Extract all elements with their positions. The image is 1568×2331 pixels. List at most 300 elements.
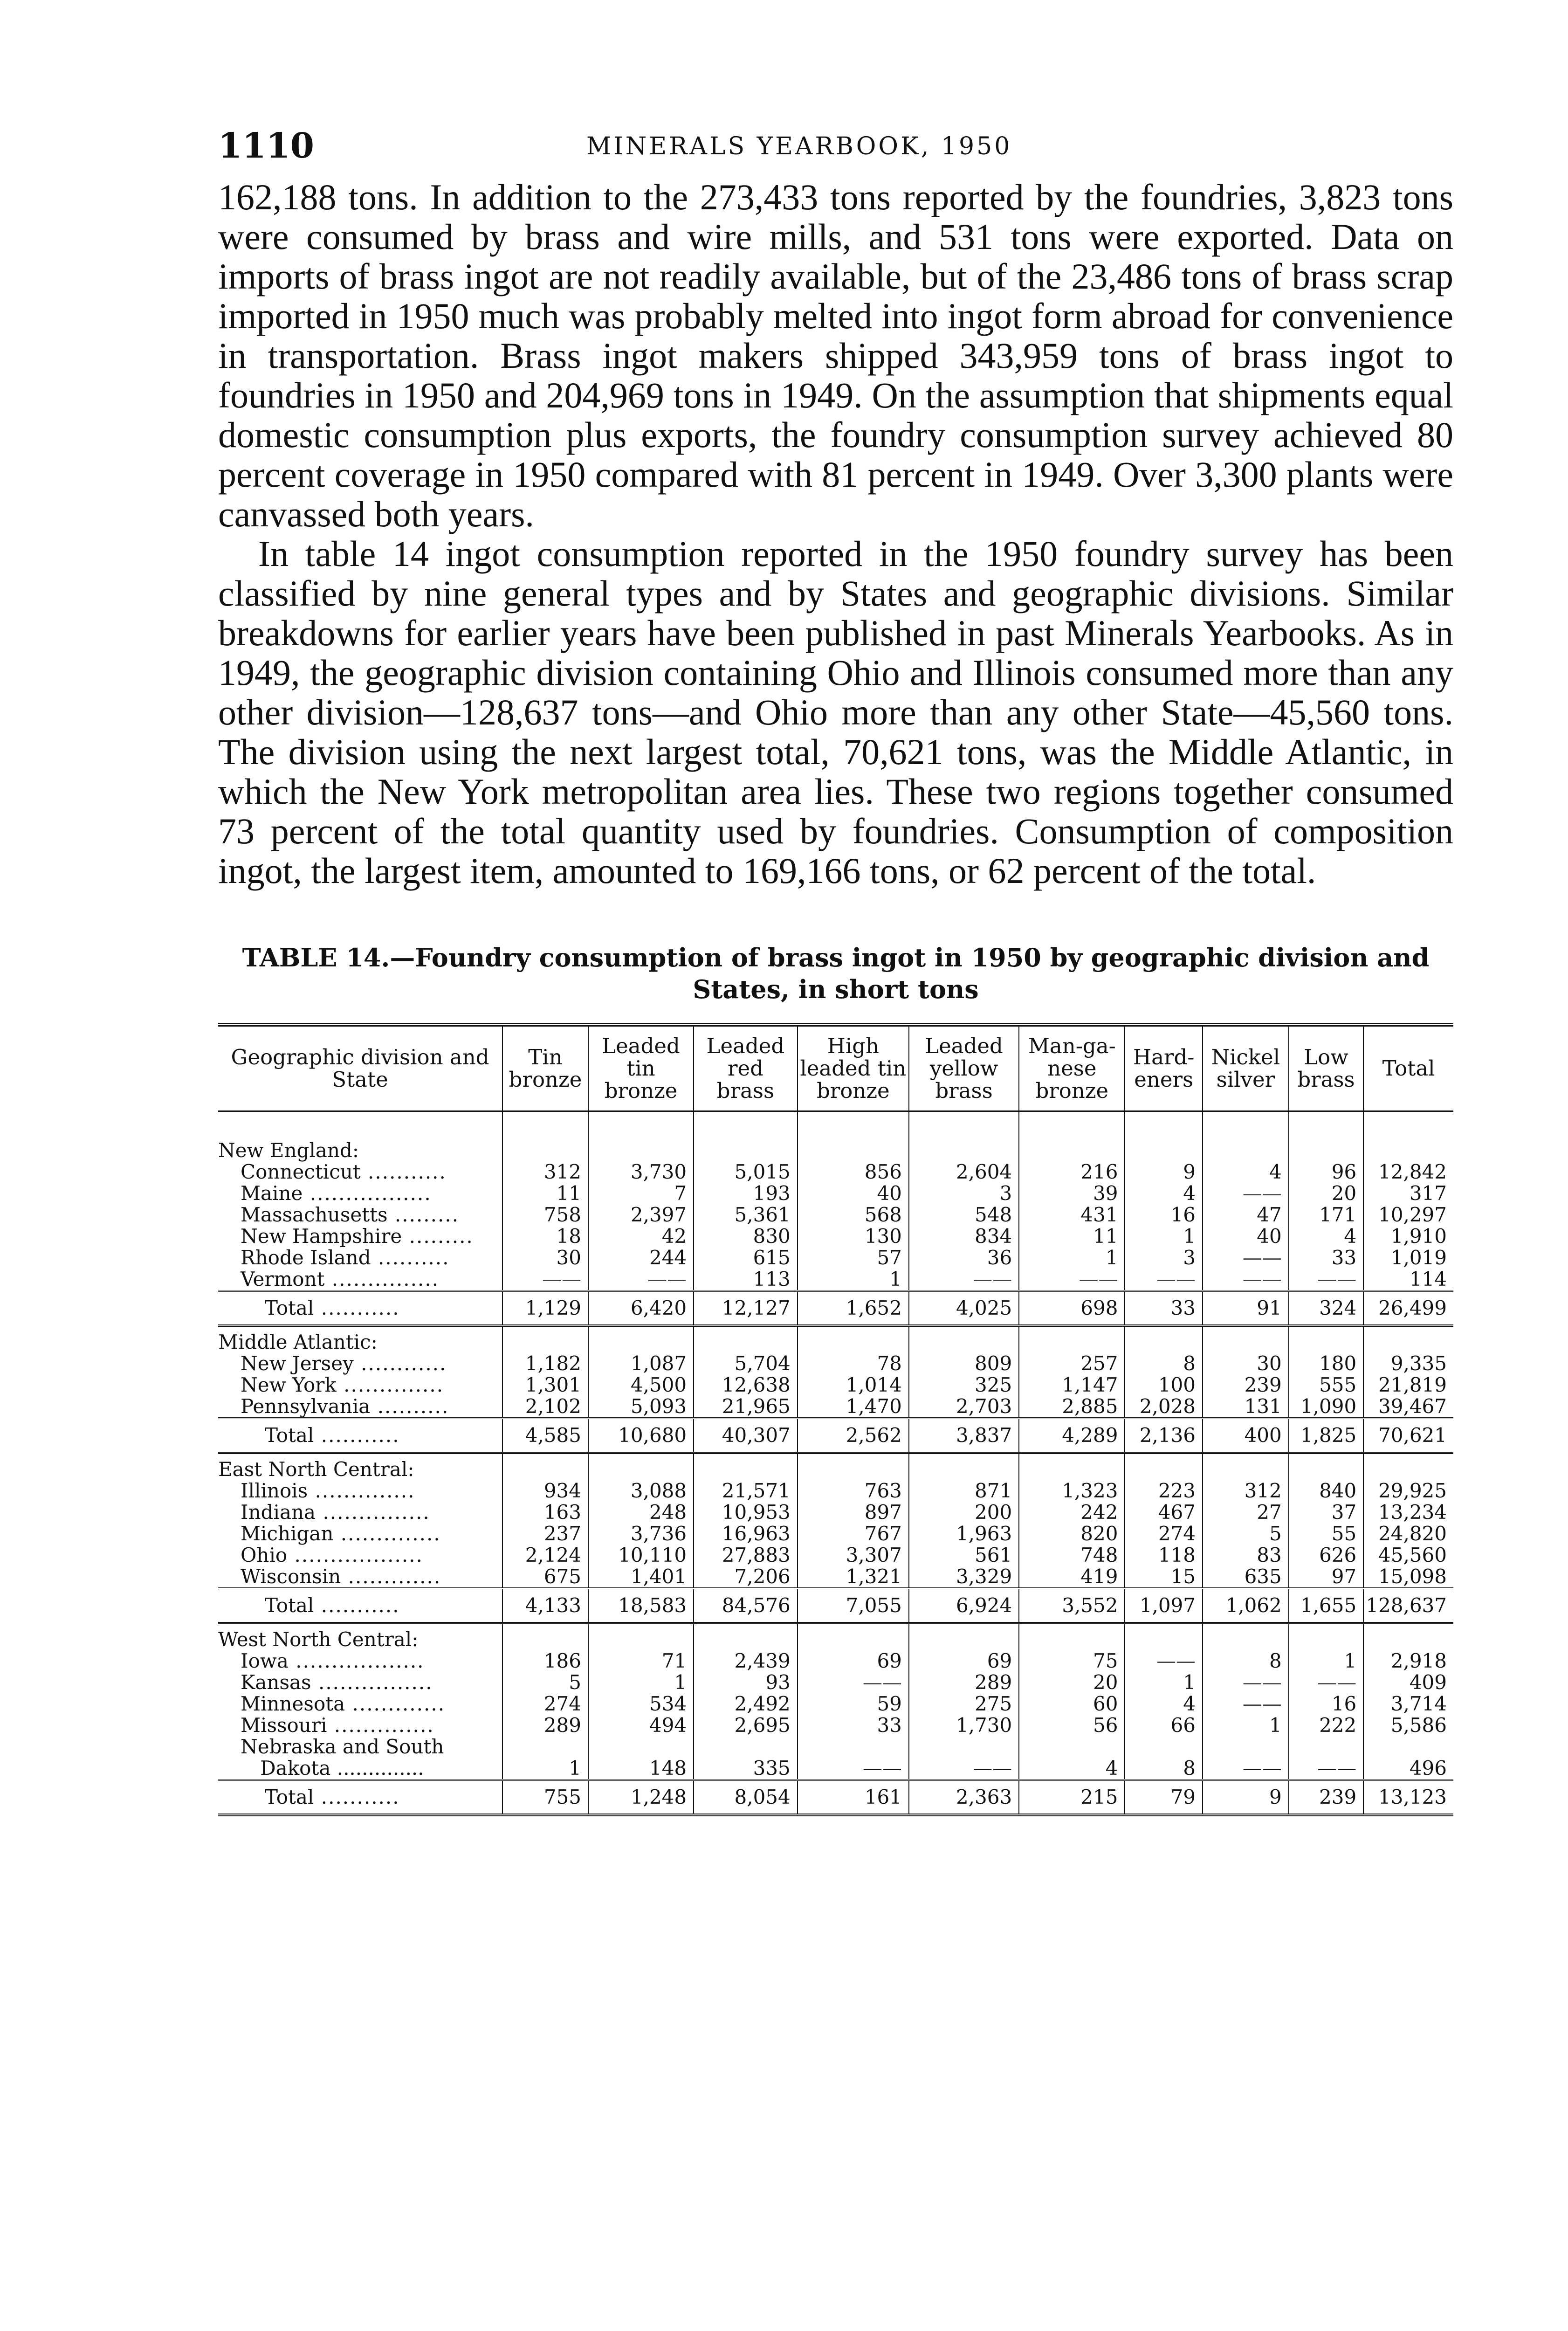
value-cell: 748 [1019, 1545, 1125, 1566]
value-cell: 163 [502, 1502, 588, 1523]
total-value: 2,363 [909, 1780, 1019, 1815]
value-cell: 274 [502, 1693, 588, 1715]
leader-dots: ........... [360, 1160, 447, 1183]
leader-dots: .............. [333, 1522, 441, 1545]
total-value: 128,637 [1363, 1588, 1453, 1623]
total-label [218, 1418, 502, 1453]
empty-cell [1019, 1453, 1125, 1481]
table-caption-text: —Foundry consumption of brass ingot in 1950 by geographic division and States, in short tons [390, 943, 1430, 1004]
value-cell: 568 [798, 1204, 909, 1226]
table-row [218, 1566, 1453, 1588]
value-cell: 1 [1203, 1715, 1289, 1736]
state-name [218, 1226, 502, 1247]
state-label: Massachusetts [241, 1203, 388, 1226]
value-cell: 24,820 [1363, 1523, 1453, 1545]
value-cell: 59 [798, 1693, 909, 1715]
value-cell: 15,098 [1363, 1566, 1453, 1588]
empty-cell [694, 1111, 798, 1162]
value-cell: 8 [1203, 1650, 1289, 1672]
value-cell: 100 [1125, 1374, 1203, 1396]
page [218, 126, 1453, 1816]
value-cell: 2,885 [1019, 1396, 1125, 1418]
group-heading-row [218, 1111, 1453, 1162]
value-cell: —— [588, 1269, 694, 1291]
value-cell: 335 [694, 1758, 798, 1780]
total-value: 91 [1203, 1291, 1289, 1326]
value-cell: 289 [909, 1672, 1019, 1693]
leader-dots: ........... [314, 1297, 400, 1319]
empty-cell [909, 1326, 1019, 1353]
table-body [218, 1111, 1453, 1815]
value-cell: 1 [1019, 1247, 1125, 1269]
state-label: Pennsylvania [241, 1395, 371, 1418]
value-cell: 1,301 [502, 1374, 588, 1396]
empty-cell [1363, 1453, 1453, 1481]
value-cell: 2,397 [588, 1204, 694, 1226]
empty-cell [1019, 1736, 1125, 1758]
value-cell: 12,842 [1363, 1161, 1453, 1183]
value-cell: 494 [588, 1715, 694, 1736]
total-label [218, 1291, 502, 1326]
value-cell: 312 [502, 1161, 588, 1183]
empty-cell [1125, 1453, 1203, 1481]
value-cell: 244 [588, 1247, 694, 1269]
value-cell: 10,110 [588, 1545, 694, 1566]
leader-dots: .......... [370, 1395, 449, 1418]
table-row [218, 1672, 1453, 1693]
value-cell: 239 [1203, 1374, 1289, 1396]
value-cell: 2,604 [909, 1161, 1019, 1183]
value-cell: 130 [798, 1226, 909, 1247]
value-cell: 223 [1125, 1480, 1203, 1502]
value-cell: 534 [588, 1693, 694, 1715]
state-label: Illinois [241, 1479, 308, 1502]
state-label: New Hampshire [241, 1225, 402, 1248]
value-cell: 830 [694, 1226, 798, 1247]
value-cell: 897 [798, 1502, 909, 1523]
value-cell: —— [798, 1758, 909, 1780]
value-cell: 561 [909, 1545, 1019, 1566]
value-cell: 834 [909, 1226, 1019, 1247]
value-cell: 9 [1125, 1161, 1203, 1183]
state-label: New York [241, 1373, 337, 1396]
total-value: 215 [1019, 1780, 1125, 1815]
total-value: 4,585 [502, 1418, 588, 1453]
value-cell: 2,703 [909, 1396, 1019, 1418]
leader-dots: .................. [288, 1649, 425, 1672]
value-cell: 69 [909, 1650, 1019, 1672]
leader-dots: .................. [287, 1544, 423, 1566]
empty-cell [1019, 1111, 1125, 1162]
total-value: 6,420 [588, 1291, 694, 1326]
leader-dots: ................ [311, 1671, 433, 1694]
total-value: 1,129 [502, 1291, 588, 1326]
total-value: 1,825 [1289, 1418, 1363, 1453]
group-name: Middle Atlantic: [218, 1331, 378, 1353]
total-value: 4,289 [1019, 1418, 1125, 1453]
state-label: Iowa [241, 1649, 289, 1672]
total-value: 4,025 [909, 1291, 1019, 1326]
state-name [218, 1523, 502, 1545]
empty-cell [1203, 1623, 1289, 1651]
value-cell: —— [909, 1758, 1019, 1780]
total-value: 40,307 [694, 1418, 798, 1453]
state-name [218, 1650, 502, 1672]
value-cell: 1,019 [1363, 1247, 1453, 1269]
empty-cell [798, 1736, 909, 1758]
state-label: Minnesota [241, 1692, 345, 1715]
value-cell: —— [1203, 1183, 1289, 1204]
value-cell: 317 [1363, 1183, 1453, 1204]
empty-cell [694, 1736, 798, 1758]
value-cell: 1,147 [1019, 1374, 1125, 1396]
value-cell: 635 [1203, 1566, 1289, 1588]
table-row [218, 1247, 1453, 1269]
table-row [218, 1545, 1453, 1566]
value-cell: 5 [1203, 1523, 1289, 1545]
table-row [218, 1758, 1453, 1780]
empty-cell [798, 1111, 909, 1162]
empty-cell [798, 1453, 909, 1481]
empty-cell [502, 1326, 588, 1353]
value-cell: 33 [1289, 1247, 1363, 1269]
empty-cell [1363, 1736, 1453, 1758]
value-cell: 312 [1203, 1480, 1289, 1502]
leader-dots: ......... [402, 1225, 474, 1248]
total-value: 324 [1289, 1291, 1363, 1326]
value-cell: 39 [1019, 1183, 1125, 1204]
leader-dots: .............. [308, 1479, 415, 1502]
table-row [218, 1204, 1453, 1226]
total-value: 8,054 [694, 1780, 798, 1815]
value-cell: 1,730 [909, 1715, 1019, 1736]
total-value: 1,248 [588, 1780, 694, 1815]
empty-cell [694, 1453, 798, 1481]
empty-cell [694, 1623, 798, 1651]
leader-dots: ............... [316, 1501, 430, 1524]
total-value: 698 [1019, 1291, 1125, 1326]
value-cell: 2,695 [694, 1715, 798, 1736]
state-name [218, 1269, 502, 1291]
column-header: Total [1363, 1025, 1453, 1111]
empty-cell [1289, 1453, 1363, 1481]
empty-cell [798, 1623, 909, 1651]
value-cell: 325 [909, 1374, 1019, 1396]
state-name [218, 1183, 502, 1204]
value-cell: 3,736 [588, 1523, 694, 1545]
state-label: Wisconsin [241, 1565, 341, 1588]
total-value: 33 [1125, 1291, 1203, 1326]
empty-cell [588, 1326, 694, 1353]
value-cell: 3,329 [909, 1566, 1019, 1588]
table-caption [218, 942, 1453, 1005]
value-cell: 16 [1125, 1204, 1203, 1226]
table-row [218, 1353, 1453, 1374]
value-cell: 5,361 [694, 1204, 798, 1226]
value-cell: 496 [1363, 1758, 1453, 1780]
value-cell: 1 [1289, 1650, 1363, 1672]
value-cell: 1,470 [798, 1396, 909, 1418]
value-cell: —— [502, 1269, 588, 1291]
leader-dots: .............. [327, 1714, 434, 1737]
value-cell: 555 [1289, 1374, 1363, 1396]
value-cell: 3,307 [798, 1545, 909, 1566]
leader-dots: ........... [314, 1786, 400, 1808]
state-label: Michigan [241, 1522, 334, 1545]
value-cell: 8 [1125, 1758, 1203, 1780]
value-cell: 36 [909, 1247, 1019, 1269]
table-row [218, 1502, 1453, 1523]
value-cell: 289 [502, 1715, 588, 1736]
table-row [218, 1269, 1453, 1291]
value-cell: 2,492 [694, 1693, 798, 1715]
total-value: 18,583 [588, 1588, 694, 1623]
value-cell: 4 [1289, 1226, 1363, 1247]
column-header: Leaded red brass [694, 1025, 798, 1111]
consumption-table [218, 1023, 1453, 1816]
state-name [218, 1545, 502, 1566]
column-header: Nickel silver [1203, 1025, 1289, 1111]
value-cell: 40 [1203, 1226, 1289, 1247]
value-cell: —— [1203, 1758, 1289, 1780]
value-cell: 39,467 [1363, 1396, 1453, 1418]
table-row [218, 1183, 1453, 1204]
value-cell: 21,571 [694, 1480, 798, 1502]
value-cell: 97 [1289, 1566, 1363, 1588]
value-cell: 1,014 [798, 1374, 909, 1396]
table-row [218, 1650, 1453, 1672]
value-cell: 3,088 [588, 1480, 694, 1502]
value-cell: 27,883 [694, 1545, 798, 1566]
empty-cell [798, 1326, 909, 1353]
state-label: Vermont [241, 1268, 325, 1290]
value-cell: 56 [1019, 1715, 1125, 1736]
value-cell: —— [909, 1269, 1019, 1291]
column-header: Man-ga-nese bronze [1019, 1025, 1125, 1111]
state-name [218, 1161, 502, 1183]
value-cell: 200 [909, 1502, 1019, 1523]
leader-dots: .......... [371, 1246, 450, 1269]
group-heading-row [218, 1623, 1453, 1651]
column-header: Hard-eners [1125, 1025, 1203, 1111]
value-cell: 5,704 [694, 1353, 798, 1374]
total-value: 755 [502, 1780, 588, 1815]
total-value: 7,055 [798, 1588, 909, 1623]
value-cell: —— [1203, 1672, 1289, 1693]
value-cell: 131 [1203, 1396, 1289, 1418]
total-value: 12,127 [694, 1291, 798, 1326]
value-cell: 222 [1289, 1715, 1363, 1736]
empty-cell [694, 1326, 798, 1353]
value-cell: 3 [909, 1183, 1019, 1204]
value-cell: 10,953 [694, 1502, 798, 1523]
value-cell: 148 [588, 1758, 694, 1780]
state-name [218, 1396, 502, 1418]
empty-cell [1203, 1453, 1289, 1481]
leader-dots: ............. [341, 1565, 441, 1588]
value-cell: 18 [502, 1226, 588, 1247]
empty-cell [1289, 1111, 1363, 1162]
value-cell: 21,819 [1363, 1374, 1453, 1396]
value-cell: —— [1125, 1269, 1203, 1291]
value-cell: —— [1203, 1247, 1289, 1269]
total-value: 1,655 [1289, 1588, 1363, 1623]
value-cell: 1,321 [798, 1566, 909, 1588]
value-cell: —— [1203, 1269, 1289, 1291]
state-label: Maine [241, 1182, 303, 1205]
empty-cell [1125, 1623, 1203, 1651]
value-cell: —— [1019, 1269, 1125, 1291]
empty-cell [1289, 1326, 1363, 1353]
total-value: 79 [1125, 1780, 1203, 1815]
value-cell: 275 [909, 1693, 1019, 1715]
total-value: 2,562 [798, 1418, 909, 1453]
state-name [218, 1353, 502, 1374]
empty-cell [909, 1736, 1019, 1758]
empty-cell [588, 1453, 694, 1481]
group-name: New England: [218, 1139, 359, 1162]
value-cell: 113 [694, 1269, 798, 1291]
value-cell: 47 [1203, 1204, 1289, 1226]
value-cell: 27 [1203, 1502, 1289, 1523]
value-cell: 13,234 [1363, 1502, 1453, 1523]
empty-cell [588, 1623, 694, 1651]
state-label: Connecticut [241, 1160, 361, 1183]
value-cell: 78 [798, 1353, 909, 1374]
empty-cell [502, 1111, 588, 1162]
empty-cell [1363, 1111, 1453, 1162]
state-name [218, 1502, 502, 1523]
leader-dots: .............. [336, 1373, 444, 1396]
leader-dots: ................. [303, 1182, 432, 1205]
value-cell: 75 [1019, 1650, 1125, 1672]
empty-cell [502, 1736, 588, 1758]
column-header: Geographic division and State [218, 1025, 502, 1111]
table-row [218, 1396, 1453, 1418]
state-name [218, 1566, 502, 1588]
value-cell: 45,560 [1363, 1545, 1453, 1566]
group-name: East North Central: [218, 1458, 414, 1481]
table-header-row [218, 1025, 1453, 1111]
value-cell: 5,586 [1363, 1715, 1453, 1736]
total-value: 6,924 [909, 1588, 1019, 1623]
value-cell: 93 [694, 1672, 798, 1693]
total-label [218, 1588, 502, 1623]
value-cell: 66 [1125, 1715, 1203, 1736]
page-header [218, 126, 1453, 177]
total-value: 1,652 [798, 1291, 909, 1326]
value-cell: 171 [1289, 1204, 1363, 1226]
value-cell: 1,090 [1289, 1396, 1363, 1418]
state-label: Indiana [241, 1501, 316, 1524]
state-label: Kansas [241, 1671, 311, 1694]
value-cell: 871 [909, 1480, 1019, 1502]
value-cell: 615 [694, 1247, 798, 1269]
value-cell: 2,918 [1363, 1650, 1453, 1672]
table-row [218, 1693, 1453, 1715]
state-name: Nebraska and South [241, 1735, 444, 1758]
state-label: Missouri [241, 1714, 327, 1737]
value-cell: 840 [1289, 1480, 1363, 1502]
value-cell: 118 [1125, 1545, 1203, 1566]
value-cell: —— [1125, 1650, 1203, 1672]
value-cell: 57 [798, 1247, 909, 1269]
table-row [218, 1736, 1453, 1758]
value-cell: 675 [502, 1566, 588, 1588]
value-cell: 96 [1289, 1161, 1363, 1183]
value-cell: 1 [502, 1758, 588, 1780]
leader-dots: ............. [345, 1692, 446, 1715]
value-cell: 3,730 [588, 1161, 694, 1183]
empty-cell [1203, 1326, 1289, 1353]
value-cell: 60 [1019, 1693, 1125, 1715]
value-cell: —— [1289, 1758, 1363, 1780]
value-cell: 419 [1019, 1566, 1125, 1588]
value-cell: 4 [1125, 1693, 1203, 1715]
value-cell: 33 [798, 1715, 909, 1736]
value-cell: 20 [1019, 1672, 1125, 1693]
state-name-continued: Dakota .............. [260, 1757, 424, 1779]
value-cell: 83 [1203, 1545, 1289, 1566]
value-cell: 4 [1125, 1183, 1203, 1204]
value-cell: 5,093 [588, 1396, 694, 1418]
value-cell: 548 [909, 1204, 1019, 1226]
total-row [218, 1588, 1453, 1623]
table-row [218, 1523, 1453, 1545]
value-cell: 809 [909, 1353, 1019, 1374]
value-cell: 11 [502, 1183, 588, 1204]
total-value: 13,123 [1363, 1780, 1453, 1815]
empty-cell [588, 1111, 694, 1162]
total-value: 3,837 [909, 1418, 1019, 1453]
value-cell: 767 [798, 1523, 909, 1545]
value-cell: 10,297 [1363, 1204, 1453, 1226]
total-row [218, 1291, 1453, 1326]
value-cell: 257 [1019, 1353, 1125, 1374]
total-label [218, 1780, 502, 1815]
group-heading-row [218, 1453, 1453, 1481]
table-row [218, 1226, 1453, 1247]
table-row [218, 1480, 1453, 1502]
total-label-text: Total [265, 1594, 314, 1617]
value-cell: 626 [1289, 1545, 1363, 1566]
state-name [218, 1693, 502, 1715]
empty-cell [502, 1623, 588, 1651]
leader-dots: ........... [314, 1424, 400, 1447]
total-label-text: Total [265, 1786, 314, 1808]
value-cell: 15 [1125, 1566, 1203, 1588]
total-value: 1,062 [1203, 1588, 1289, 1623]
empty-cell [909, 1453, 1019, 1481]
body-text [218, 177, 1453, 890]
value-cell: 4,500 [588, 1374, 694, 1396]
total-value: 84,576 [694, 1588, 798, 1623]
value-cell: 2,439 [694, 1650, 798, 1672]
value-cell: 1,087 [588, 1353, 694, 1374]
total-row [218, 1418, 1453, 1453]
value-cell: 42 [588, 1226, 694, 1247]
value-cell: 69 [798, 1650, 909, 1672]
group-name: West North Central: [218, 1628, 419, 1651]
leader-dots: ............ [353, 1352, 447, 1375]
value-cell: 431 [1019, 1204, 1125, 1226]
value-cell: 1,323 [1019, 1480, 1125, 1502]
column-header: Tin bronze [502, 1025, 588, 1111]
value-cell: —— [1289, 1672, 1363, 1693]
value-cell: 2,102 [502, 1396, 588, 1418]
value-cell: 16,963 [694, 1523, 798, 1545]
total-value: 400 [1203, 1418, 1289, 1453]
